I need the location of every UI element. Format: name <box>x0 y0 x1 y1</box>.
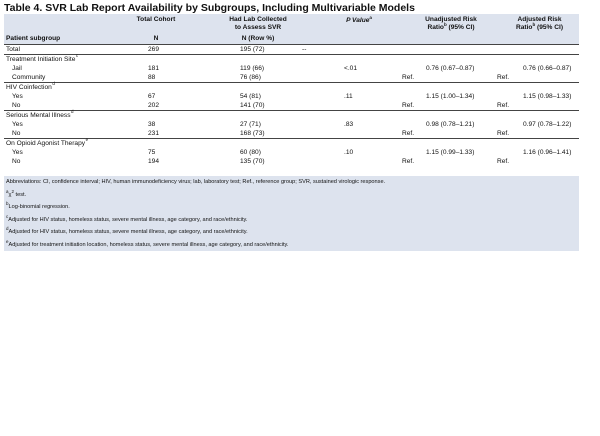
header-row-2 <box>4 34 579 45</box>
table-body <box>4 45 579 166</box>
footnote-b: $^b$Log-binomial regression. <box>6 201 70 210</box>
row-label: Jail <box>12 65 22 72</box>
cell-unadjusted-rr: Ref. <box>402 74 415 81</box>
cell-unadjusted-rr: 1.15 (1.00–1.34) <box>426 93 475 100</box>
footnote-d: $^d$Adjusted for HIV status, homeless status, severe mental illness, age category, and race/ethnicity. <box>6 226 248 235</box>
header-total-cohort: Total Cohort <box>136 16 176 23</box>
cell-adjusted-rr: Ref. <box>497 74 510 81</box>
table-row <box>4 129 579 138</box>
row-label: Yes <box>12 121 23 128</box>
cell-had-lab: 27 (71) <box>240 121 261 128</box>
cell-unadjusted-rr: Ref. <box>402 158 415 165</box>
cell-p-value: .83 <box>344 121 354 128</box>
table-row: HIV Coinfection d <box>4 82 579 92</box>
cell-had-lab: 141 (70) <box>240 102 265 109</box>
cell-adjusted-rr: 0.76 (0.66–0.87) <box>523 65 572 72</box>
data-table <box>4 14 579 166</box>
cell-had-lab: 119 (66) <box>240 65 265 72</box>
footnote-e: $^e$Adjusted for treatment initiation location, homeless status, severe mental illness, age category, and race/ethnicity. <box>6 238 289 248</box>
subgroup-label: Treatment Initiation Site <box>6 56 76 63</box>
cell-total-n: 75 <box>148 149 156 156</box>
table-row <box>4 73 579 82</box>
cell-p-value: <.01 <box>344 65 358 72</box>
cell-total-n: 194 <box>148 158 160 165</box>
cell-total-n: 269 <box>148 46 160 53</box>
row-label: No <box>12 158 21 165</box>
table-row: Treatment Initiation Site c <box>4 54 579 64</box>
table-row <box>4 101 579 110</box>
cell-adjusted-rr: 0.97 (0.78–1.22) <box>523 121 572 128</box>
cell-had-lab: 195 (72) <box>240 46 265 53</box>
row-label: No <box>12 102 21 109</box>
cell-adjusted-rr: Ref. <box>497 102 510 109</box>
cell-had-lab: 168 (73) <box>240 130 265 137</box>
header-n-row-pct: N (Row %) <box>241 35 275 42</box>
cell-unadjusted-rr: 0.98 (0.78–1.21) <box>426 121 475 128</box>
header-p-value: P Value$^a$ <box>346 14 372 24</box>
cell-total-n: 202 <box>148 102 160 109</box>
table-title: Table 4. SVR Lab Report Availability by Subgroups, Including Multivariable Models <box>4 2 415 14</box>
cell-p-value: .10 <box>344 149 354 156</box>
footnotes <box>4 176 579 251</box>
cell-unadjusted-rr: Ref. <box>402 102 415 109</box>
header-adjusted: Adjusted Risk Ratio$^b$ (95% CI) <box>515 16 564 31</box>
row-label: Community <box>12 74 46 81</box>
cell-unadjusted-rr: 1.15 (0.99–1.33) <box>426 149 475 156</box>
cell-total-n: 88 <box>148 74 156 81</box>
cell-p-value: -- <box>302 46 307 53</box>
cell-total-n: 38 <box>148 121 156 128</box>
table-row: Serious Mental Illness d <box>4 110 579 120</box>
table-row <box>4 157 579 166</box>
table-row <box>4 92 579 101</box>
cell-had-lab: 135 (70) <box>240 158 265 165</box>
table-row <box>4 45 579 54</box>
cell-had-lab: 60 (80) <box>240 149 261 156</box>
row-label: No <box>12 130 21 137</box>
cell-adjusted-rr: 1.16 (0.96–1.41) <box>523 149 572 156</box>
subgroup-label: HIV Coinfection <box>6 84 52 91</box>
cell-adjusted-rr: Ref. <box>497 130 510 137</box>
cell-unadjusted-rr: 0.76 (0.67–0.87) <box>426 65 475 72</box>
cell-adjusted-rr: 1.15 (0.98–1.33) <box>523 93 572 100</box>
table-row <box>4 120 579 129</box>
table-row <box>4 148 579 157</box>
footnote-abbreviations: Abbreviations: CI, confidence interval; HIV, human immunodeficiency virus; lab, laboratory test; Ref., reference group; SVR, sustained virologic response. <box>6 179 386 185</box>
row-label: Total <box>6 46 20 53</box>
cell-adjusted-rr: Ref. <box>497 158 510 165</box>
subgroup-label: Serious Mental Illness <box>6 112 71 119</box>
cell-total-n: 67 <box>148 93 156 100</box>
cell-total-n: 231 <box>148 130 160 137</box>
cell-had-lab: 76 (86) <box>240 74 261 81</box>
cell-unadjusted-rr: Ref. <box>402 130 415 137</box>
row-label: Yes <box>12 149 23 156</box>
header-row-1 <box>4 14 579 34</box>
header-had-lab: Had Lab Collected to Assess SVR <box>229 16 287 31</box>
table-row <box>4 64 579 73</box>
header-patient-subgroup: Patient subgroup <box>6 35 61 42</box>
header-unadjusted: Unadjusted Risk Ratio$^b$ (95% CI) <box>425 16 477 31</box>
header-n: N <box>153 35 159 42</box>
footnote-a: $^a\chi^2$ test. <box>6 188 27 198</box>
footnote-c: $^c$Adjusted for HIV status, homeless status, severe mental illness, age category, and race/ethnicity. <box>6 213 248 223</box>
row-label: Yes <box>12 93 23 100</box>
table-row: On Opioid Agonist Therapy e <box>4 138 579 148</box>
cell-p-value: .11 <box>344 93 353 100</box>
subgroup-label: On Opioid Agonist Therapy <box>6 140 86 147</box>
cell-total-n: 181 <box>148 65 160 72</box>
cell-had-lab: 54 (81) <box>240 93 261 100</box>
